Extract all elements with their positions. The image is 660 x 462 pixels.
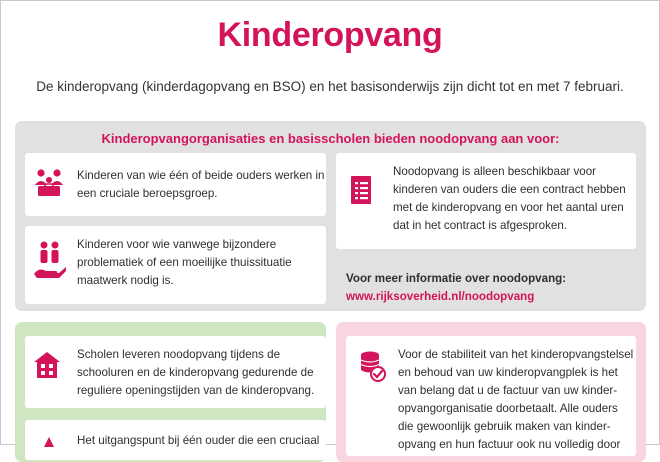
card-cruciale-beroepen — [25, 153, 326, 216]
card-line: Voor de stabiliteit van het kinderopvangstelsel — [398, 348, 634, 361]
card-line: Scholen leveren noodopvang tijdens de — [77, 348, 281, 361]
intro-text: De kinderopvang (kinderdagopvang en BSO) en het basisonderwijs zijn dicht tot en met 7 februari. — [36, 79, 624, 94]
more-info-label: Voor meer informatie over noodopvang: — [346, 272, 567, 285]
more-info-link[interactable]: www.rijksoverheid.nl/noodopvang — [346, 290, 535, 303]
card-line: dat in het contract is afgesproken. — [393, 219, 568, 232]
card-contract — [336, 153, 636, 249]
card-line: maatwerk nodig is. — [77, 274, 174, 287]
parent-icon — [43, 435, 55, 453]
card-factuur — [346, 336, 636, 456]
card-line: Het uitgangspunt bij één ouder die een cruciaal — [77, 434, 320, 447]
card-line: schooluren en de kinderopvang gedurende de — [77, 366, 314, 379]
card-bijzondere-problematiek — [25, 226, 326, 304]
card-line: van belang dat u de factuur van uw kinder- — [398, 384, 618, 397]
card-line: problematiek of een moeilijke thuissituatie — [77, 256, 292, 269]
card-line: opvang en hun factuur ook nu volledig door — [398, 438, 621, 451]
card-scholen-noodopvang — [25, 336, 326, 408]
card-line: opvangorganisatie doorbetaalt. Alle ouders — [398, 402, 618, 415]
card-line: kinderen van ouders die een contract hebben — [393, 183, 626, 196]
page-title: Kinderopvang — [217, 16, 443, 54]
card-line: Kinderen voor wie vanwege bijzondere — [77, 238, 277, 251]
coins-check-icon — [358, 350, 388, 389]
card-line: een cruciale beroepsgroep. — [77, 187, 218, 200]
noodopvang-heading: Kinderopvangorganisaties en basisscholen bieden noodopvang aan voor: — [101, 131, 560, 146]
contract-document-icon — [350, 175, 372, 210]
card-line: met de kinderopvang en voor het aantal uren — [393, 201, 624, 214]
card-line: en behoud van uw kinderopvangplek is het — [398, 366, 618, 379]
card-line: die gewoonlijk gebruik maken van kinder- — [398, 420, 611, 433]
card-line: Noodopvang is alleen beschikbaar voor — [393, 165, 597, 178]
children-care-icon — [33, 240, 67, 285]
working-parents-icon — [33, 167, 65, 202]
card-line: reguliere openingstijden van de kinderopvang. — [77, 384, 315, 397]
school-building-icon — [33, 351, 61, 384]
card-uitgangspunt — [25, 420, 326, 460]
card-line: Kinderen van wie één of beide ouders werken in — [77, 169, 325, 182]
